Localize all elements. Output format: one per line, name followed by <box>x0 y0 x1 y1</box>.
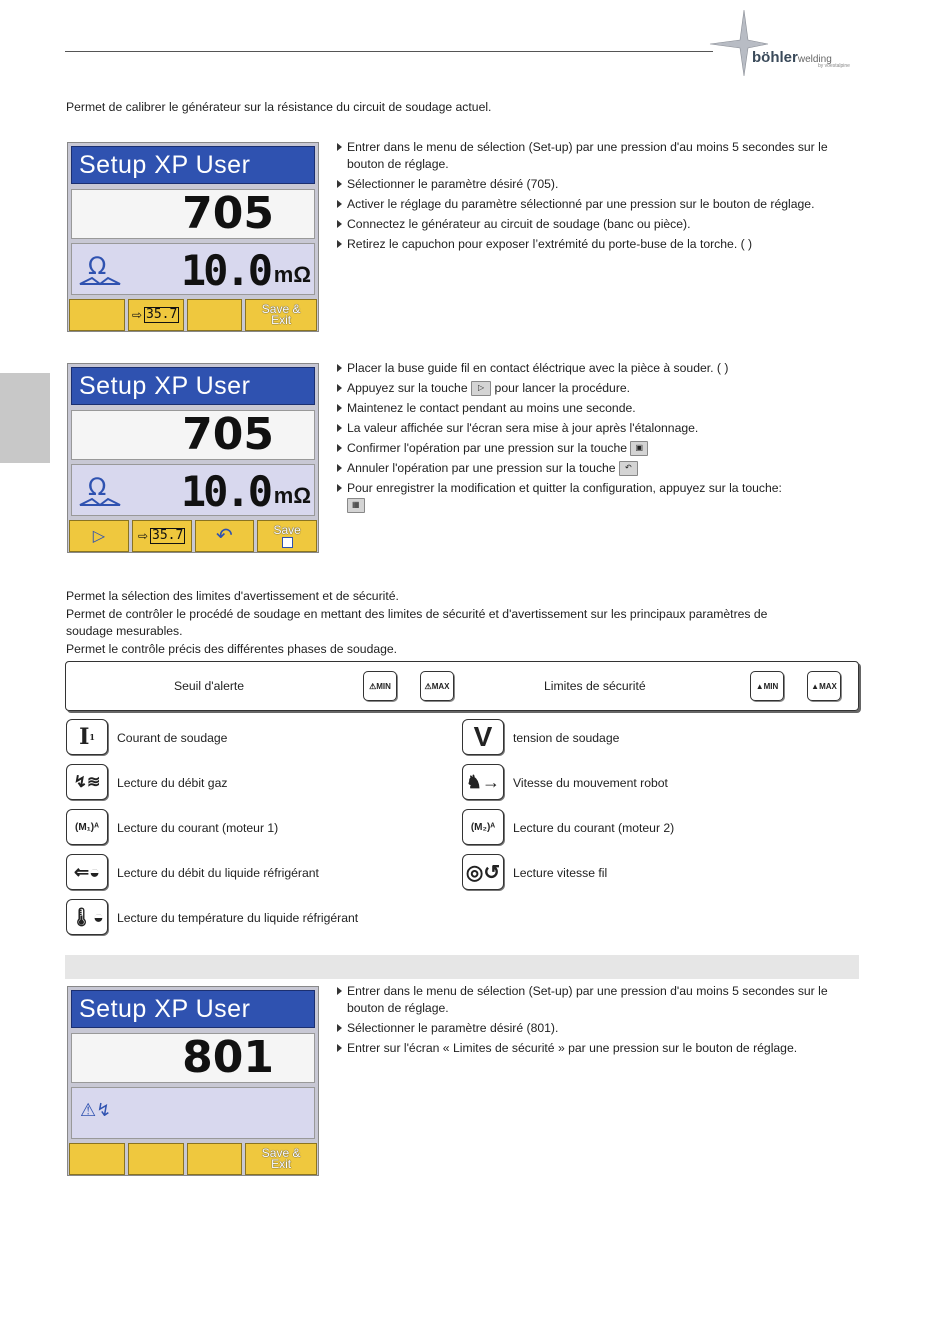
warning-min-icon: ⚠ MIN <box>363 671 397 701</box>
section-band <box>65 955 859 979</box>
step: Sélectionner le paramètre désiré (705). <box>336 176 860 193</box>
lcd-screen-705-a <box>67 142 319 332</box>
welding-current-icon: I 1 <box>66 719 108 755</box>
steps-list-2 <box>336 360 860 517</box>
play-key-icon: ▷ <box>471 381 491 396</box>
param-label: Vitesse du mouvement robot <box>513 776 668 790</box>
lcd-softkey-3[interactable] <box>187 299 243 331</box>
step: Sélectionner le paramètre désiré (801). <box>336 1020 860 1037</box>
lcd-title: Setup XP User <box>71 990 315 1028</box>
param-label: Lecture du débit gaz <box>117 776 228 790</box>
step: Maintenez le contact pendant au moins une seconde. <box>336 400 860 417</box>
lcd-value: 10.0 <box>180 246 270 295</box>
step: Retirez le capuchon pour exposer l’extrémité du porte-buse de la torche. ( ) <box>336 236 860 253</box>
wire-speed-icon: ◎↺ <box>462 854 504 890</box>
step: Activer le réglage du paramètre sélectionné par une pression sur le bouton de réglage. <box>336 196 860 213</box>
arrow-right-icon: ⇨ <box>137 528 148 543</box>
step: Pour enregistrer la modification et quitter la configuration, appuyez sur la touche: ▦ <box>336 480 860 513</box>
warning-max-icon: ⚠ MAX <box>420 671 454 701</box>
param-label: Lecture du température du liquide réfrigérant <box>117 911 359 925</box>
play-icon: ▷ <box>92 527 106 545</box>
side-tab <box>0 373 50 463</box>
mini-screen-value: 35.7 <box>146 307 178 322</box>
step: Confirmer l'opération par une pression sur la touche ▣ <box>336 440 860 457</box>
param-label: Lecture vitesse fil <box>513 866 608 880</box>
lcd-screen-801 <box>67 986 319 1176</box>
mini-screen-value: 35.7 <box>152 528 184 543</box>
motor-1-current-icon: (M₁)ᴬ <box>66 809 108 845</box>
undo-icon: ↶ <box>215 524 233 547</box>
header-rule <box>65 51 713 52</box>
lcd-softkey-1[interactable] <box>69 299 125 331</box>
lcd-value-panel <box>71 464 315 516</box>
lcd-title: Setup XP User <box>71 367 315 405</box>
save-softkey[interactable] <box>257 520 317 552</box>
coolant-flow-icon: ⇐◒ <box>66 854 108 890</box>
limits-intro-line: Permet la sélection des limites d'avertissement et de sécurité. <box>66 589 399 603</box>
lcd-softkey-2[interactable] <box>128 299 184 331</box>
save-exit-key-icon: ▦ <box>347 498 365 513</box>
svg-text:Ω: Ω <box>88 473 107 501</box>
param-label: Lecture du courant (moteur 2) <box>513 821 675 835</box>
param-label: Lecture du courant (moteur 1) <box>117 821 279 835</box>
save-exit-softkey[interactable]: Save & Exit <box>245 1143 317 1175</box>
motor-2-current-icon: (M₂)ᴬ <box>462 809 504 845</box>
limits-intro-line: Permet de contrôler le procédé de soudage en mettant des limites de sécurité et d'avertissement sur les principaux paramètres de soudage mesurables. <box>66 606 768 638</box>
lcd-parameter-code: 705 <box>71 410 315 460</box>
lcd-softkey-2[interactable] <box>132 520 192 552</box>
lcd-parameter-code: 801 <box>71 1033 315 1083</box>
brand-logo: böhlerwelding <box>752 49 832 66</box>
step: Annuler l'opération par une pression sur la touche ↶ <box>336 460 860 477</box>
save-exit-softkey[interactable]: Save & Exit <box>245 299 317 331</box>
gas-flow-icon: ↯≋ <box>66 764 108 800</box>
start-softkey[interactable] <box>69 520 129 552</box>
welding-voltage-icon: V <box>462 719 504 755</box>
safety-min-icon: ▲ MIN <box>750 671 784 701</box>
save-label: Save <box>273 522 301 537</box>
steps-list-1 <box>336 139 860 256</box>
lcd-softkey-2[interactable] <box>128 1143 184 1175</box>
brand-tagline: by voestalpine <box>818 63 850 69</box>
param-label: tension de soudage <box>513 731 620 745</box>
floppy-icon <box>282 537 293 548</box>
arrow-right-icon: ⇨ <box>131 307 142 322</box>
resistance-icon <box>78 471 122 509</box>
step: Entrer sur l'écran « Limites de sécurité » par une pression sur le bouton de réglage. <box>336 1040 860 1057</box>
lcd-unit: mΩ <box>273 262 311 287</box>
step: Placer la buse guide fil en contact éléctrique avec la pièce à souder. ( ) <box>336 360 860 377</box>
safety-limits-label: Limites de sécurité <box>544 679 646 693</box>
alert-threshold-label: Seuil d'alerte <box>174 679 245 693</box>
save-key-icon: ▣ <box>630 441 648 456</box>
step: Connectez le générateur au circuit de soudage (banc ou pièce). <box>336 216 860 233</box>
limits-legend-box <box>65 661 859 711</box>
lcd-softkey-1[interactable] <box>69 1143 125 1175</box>
lcd-screen-705-b <box>67 363 319 553</box>
limits-intro <box>66 588 806 658</box>
safety-max-icon: ▲ MAX <box>807 671 841 701</box>
param-label: Lecture du débit du liquide réfrigérant <box>117 866 319 880</box>
lcd-value: 10.0 <box>180 467 270 516</box>
step: Appuyez sur la touche ▷ pour lancer la procédure. <box>336 380 860 397</box>
lcd-value-panel <box>71 1087 315 1139</box>
lcd-value-panel <box>71 243 315 295</box>
svg-text:Ω: Ω <box>88 252 107 280</box>
coolant-temperature-icon: 🌡◒ <box>66 899 108 935</box>
limits-intro-line: Permet le contrôle précis des différentes phases de soudage. <box>66 641 398 656</box>
resistance-icon <box>78 250 122 288</box>
warning-gas-icon: ⚠↯ <box>80 1100 112 1120</box>
step: La valeur affichée sur l'écran sera mise à jour après l'étalonnage. <box>336 420 860 437</box>
undo-key-icon: ↶ <box>619 461 638 476</box>
step: Entrer dans le menu de sélection (Set-up) par une pression d'au moins 5 secondes sur le bouton de réglage. <box>336 139 860 172</box>
robot-speed-icon: ♞→ <box>462 764 504 800</box>
undo-softkey[interactable] <box>195 520 255 552</box>
steps-list-3 <box>336 983 860 1060</box>
lcd-softkey-3[interactable] <box>187 1143 243 1175</box>
lcd-unit: mΩ <box>273 483 311 508</box>
param-label: Courant de soudage <box>117 731 228 745</box>
calibration-intro: Permet de calibrer le générateur sur la résistance du circuit de soudage actuel. <box>66 100 492 114</box>
lcd-title: Setup XP User <box>71 146 315 184</box>
lcd-parameter-code: 705 <box>71 189 315 239</box>
step: Entrer dans le menu de sélection (Set-up) par une pression d'au moins 5 secondes sur le bouton de réglage. <box>336 983 860 1016</box>
